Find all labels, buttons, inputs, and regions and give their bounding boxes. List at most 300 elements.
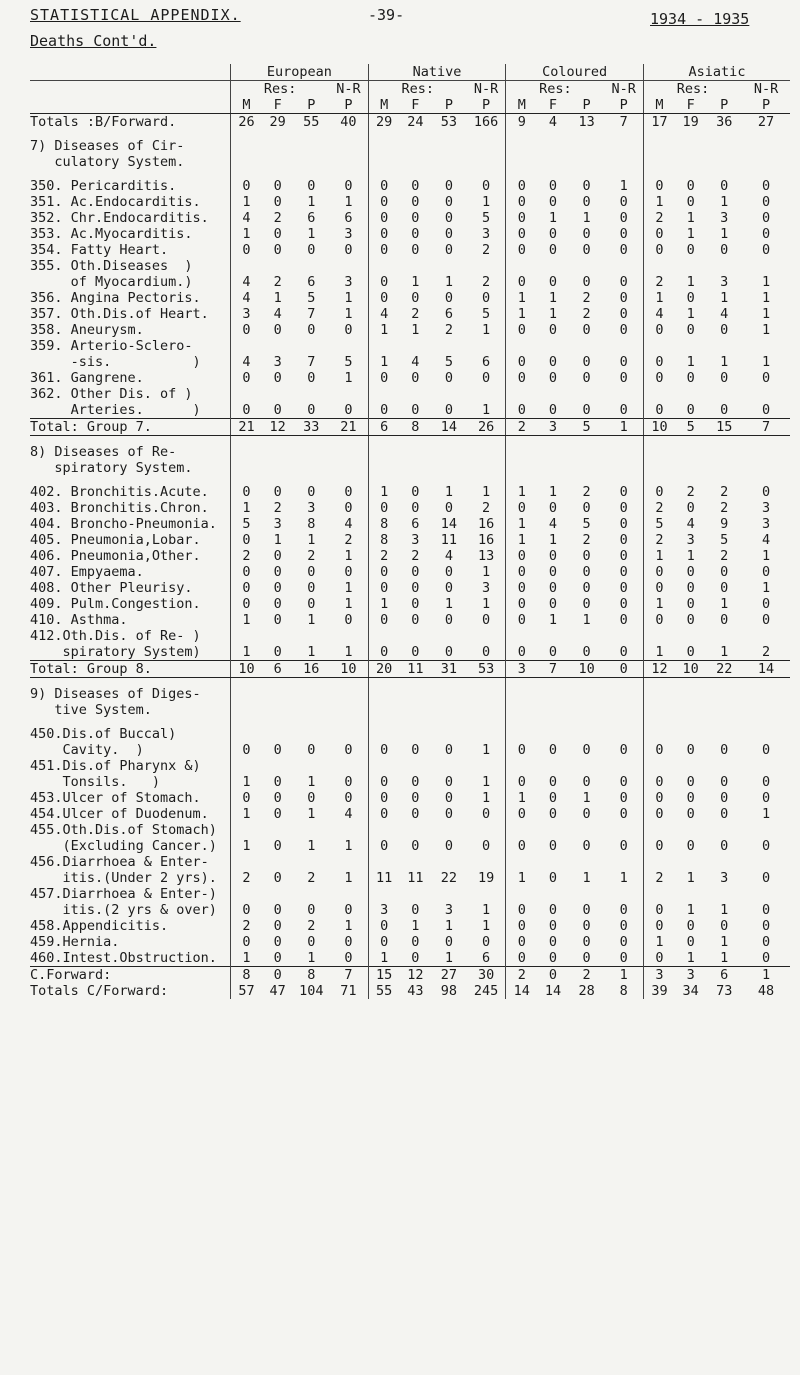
cell-value: 0 [368,242,399,258]
header-spacer [30,81,231,98]
cell-value: 0 [444,806,453,822]
cell-value: 0 [548,918,558,934]
empty-cell [400,702,431,718]
empty-cell [506,886,537,902]
cell-value: 0 [619,774,628,790]
spacer-cell [537,170,568,178]
cell-value: 0 [411,226,420,242]
cell-value: 0 [548,644,558,660]
cell-value: 1 [307,226,316,242]
cell-value: 1 [548,290,558,306]
empty-cell [506,444,537,460]
empty-cell [329,886,368,902]
cell-value: 0 [548,322,558,338]
cell-value: 0 [273,838,282,854]
cell-value: 0 [548,806,558,822]
cell-value: 0 [444,290,453,306]
row-label: 354. Fatty Heart. [30,242,169,258]
cell-value: 0 [604,661,643,678]
cell-value: 0 [506,402,537,419]
cell-value: 0 [273,596,282,612]
spacer-cell [706,476,742,484]
page-number: -39- [368,6,405,24]
empty-cell [431,822,467,838]
cell-value: 0 [231,934,262,950]
cell-value: 8 [619,983,628,999]
row-label: 350. Pericarditis. [30,178,177,194]
cell-value: 1 [482,402,491,418]
cell-value: 0 [273,918,282,934]
empty-cell [506,854,537,870]
empty-cell [675,702,706,718]
empty-cell [506,758,537,774]
spacer-cell [262,436,293,445]
cell-value: 0 [231,580,262,596]
empty-cell [644,702,675,718]
carried-forward-row [30,983,790,999]
spacer-cell [644,476,675,484]
spacer-row [30,130,790,138]
empty-cell [329,444,368,460]
cell-value: 6 [411,516,420,532]
empty-cell [231,444,262,460]
cell-value: 2 [231,548,262,564]
cell-value: 0 [761,790,771,806]
cell-value: 1 [231,612,262,628]
cell-value: 0 [644,226,675,242]
empty-cell [537,338,568,354]
table-row [30,612,790,628]
spacer-cell [262,476,293,484]
spacer-cell [400,170,431,178]
cell-value: 1 [344,596,353,612]
cell-value: 7 [307,306,316,322]
cell-value: 0 [482,934,491,950]
cell-value: 11 [368,870,399,886]
empty-cell [431,460,467,476]
cell-value: 0 [619,612,628,628]
spacer-cell [231,678,262,687]
cell-value: 0 [686,790,695,806]
empty-cell [675,758,706,774]
cell-value: 1 [482,790,491,806]
cell-value: 0 [506,178,537,194]
cell-value: 1 [411,274,420,290]
empty-cell [293,386,329,402]
cell-value: 6 [262,661,293,678]
empty-cell [537,258,568,274]
empty-cell [506,258,537,274]
cell-value: 1 [307,950,316,966]
cell-value: 0 [761,950,771,966]
empty-cell [675,154,706,170]
section-label-row [30,138,790,154]
cell-value: 1 [344,548,353,564]
empty-cell [231,138,262,154]
cell-value: 0 [761,742,771,758]
empty-cell [644,726,675,742]
cell-value: 2 [686,484,695,500]
empty-cell [742,338,790,354]
cell-value: 0 [307,790,316,806]
cell-value: 11 [407,870,424,886]
cell-value: 4 [344,806,353,822]
cell-value: 0 [686,564,695,580]
cell-value: 6 [444,306,453,322]
group-header: European [231,64,369,81]
appendix-title: STATISTICAL APPENDIX. [30,6,241,24]
cell-value: 5 [582,516,591,532]
empty-cell [431,886,467,902]
cell-value: 11 [440,532,458,548]
group-header: Native [368,64,506,81]
spacer-cell [431,130,467,138]
cell-value: 13 [477,548,495,564]
table-row [30,564,790,580]
row-label: 459.Hernia. [30,934,120,950]
spacer-cell [675,436,706,445]
cell-value: 0 [444,644,453,660]
cell-value: 0 [548,564,558,580]
cell-value: 0 [482,838,491,854]
row-label: 362. Other Dis. of ) [30,386,193,402]
table-row [30,950,790,967]
cell-value: 1 [548,532,558,548]
cell-value: 19 [477,870,495,886]
cell-value: 4 [273,306,282,322]
cell-value: 5 [344,354,353,370]
cell-value: 28 [578,983,595,999]
table-row [30,194,790,210]
empty-cell [293,338,329,354]
residence-header: N-R [473,81,499,97]
cell-value: 0 [686,596,695,612]
empty-cell [742,886,790,902]
cell-value: 1 [273,290,282,306]
row-label: 454.Ulcer of Duodenum. [30,806,209,822]
cell-value: 6 [307,274,316,290]
cell-value: 0 [344,950,353,966]
cell-value: 0 [307,322,316,338]
cell-value: 0 [273,226,282,242]
cell-value: 0 [444,178,453,194]
empty-cell [506,460,537,476]
row-label: itis.(Under 2 yrs). [30,870,217,886]
cell-value: 0 [273,580,282,596]
cell-value: 1 [444,950,453,966]
cell-value: 2 [644,210,675,226]
empty-cell [368,628,399,644]
cell-value: 1 [231,500,262,516]
empty-cell [329,258,368,274]
cell-value: 0 [619,516,628,532]
cell-value: 0 [686,580,695,596]
spacer-cell [30,678,231,687]
cell-value: 0 [273,370,282,386]
spacer-cell [604,476,643,484]
cell-value: 1 [644,194,675,210]
empty-cell [368,338,399,354]
spacer-cell [329,130,368,138]
cell-value: 0 [307,596,316,612]
row-label: 453.Ulcer of Stomach. [30,790,201,806]
section-label-row [30,258,790,274]
column-header: P [467,97,506,114]
cell-value: 0 [482,612,491,628]
cell-value: 0 [720,178,729,194]
empty-cell [644,460,675,476]
cell-value: 0 [644,370,675,386]
cell-value: 1 [720,226,729,242]
spacer-cell [262,130,293,138]
cell-value: 1 [368,322,399,338]
cell-value: 0 [761,370,771,386]
cell-value: 26 [231,114,262,131]
cell-value: 0 [537,967,568,984]
row-label: 409. Pulm.Congestion. [30,596,201,612]
empty-cell [604,686,643,702]
row-label: 450.Dis.of Buccal) [30,726,177,742]
cell-value: 7 [307,354,316,370]
cell-value: 0 [761,774,771,790]
empty-cell [742,758,790,774]
cell-value: 1 [644,934,675,950]
spacer-cell [604,436,643,445]
cell-value: 0 [273,178,282,194]
empty-cell [262,444,293,460]
empty-cell [675,854,706,870]
empty-cell [467,460,506,476]
table-row [30,838,790,854]
cell-value: 73 [716,983,733,999]
cell-value: 0 [720,370,729,386]
cell-value: 27 [757,114,775,130]
cell-value: 0 [644,484,675,500]
row-label: culatory System. [30,154,185,170]
empty-cell [569,854,605,870]
cell-value: 0 [619,322,628,338]
empty-cell [262,628,293,644]
cell-value: 0 [411,290,420,306]
empty-cell [537,686,568,702]
row-label: C.Forward: [30,967,231,984]
spacer-cell [644,678,675,687]
cell-value: 0 [344,934,353,950]
cell-value: 0 [686,806,695,822]
table-row [30,210,790,226]
cell-value: 10 [569,661,605,678]
empty-cell [742,702,790,718]
cell-value: 0 [686,918,695,934]
cell-value: 0 [506,370,537,386]
cell-value: 0 [686,178,695,194]
cell-value: 4 [231,354,262,370]
empty-cell [537,386,568,402]
spacer-cell [400,436,431,445]
spacer-cell [537,130,568,138]
cell-value: 0 [273,902,282,918]
spacer-cell [400,130,431,138]
section-label-row [30,886,790,902]
table-row [30,402,790,419]
cell-value: 1 [368,950,399,967]
empty-cell [368,386,399,402]
residence-header: Res: [506,81,605,98]
cell-value: 0 [761,934,771,950]
cell-value: 0 [619,532,628,548]
empty-cell [231,886,262,902]
cell-value: 0 [368,210,399,226]
cell-value: 1 [720,354,729,370]
cell-value: 0 [761,596,771,612]
cell-value: 0 [444,934,453,950]
cell-value: 0 [720,774,729,790]
row-label: 9) Diseases of Diges- [30,686,201,702]
cell-value: 245 [473,983,499,999]
cell-value: 0 [619,210,628,226]
cell-value: 1 [686,902,695,918]
cell-value: 29 [368,114,399,131]
cell-value: 14 [506,983,537,999]
empty-cell [467,138,506,154]
cell-value: 3 [761,500,771,516]
cell-value: 1 [761,354,771,370]
cell-value: 2 [368,548,399,564]
cell-value: 16 [477,516,495,532]
spacer-cell [569,718,605,726]
cell-value: 2 [644,500,675,516]
cell-value: 0 [761,484,771,500]
cell-value: 0 [506,500,537,516]
cell-value: 1 [307,612,316,628]
cell-value: 0 [344,242,353,258]
cell-value: 0 [482,806,491,822]
cell-value: 98 [440,983,458,999]
empty-cell [400,258,431,274]
cell-value: 2 [411,548,420,564]
empty-cell [569,702,605,718]
cell-value: 0 [761,564,771,580]
empty-cell [537,154,568,170]
table-row [30,532,790,548]
empty-cell [400,758,431,774]
cell-value: 4 [368,306,399,322]
empty-cell [742,258,790,274]
cell-value: 0 [411,564,420,580]
row-label: 355. Oth.Diseases ) [30,258,193,274]
empty-cell [742,822,790,838]
cell-value: 7 [537,661,568,678]
cell-value: 71 [340,983,357,999]
empty-cell [368,686,399,702]
empty-cell [431,138,467,154]
empty-cell [368,258,399,274]
empty-cell [293,686,329,702]
empty-cell [506,726,537,742]
cell-value: 0 [582,500,591,516]
residence-header: N-R [611,81,636,97]
empty-cell [537,854,568,870]
cell-value: 0 [273,934,282,950]
spacer-cell [262,718,293,726]
section-subtitle: Deaths Cont'd. [30,32,157,50]
cell-value: 1 [411,918,420,934]
cell-value: 0 [548,194,558,210]
cell-value: 0 [619,306,628,322]
spacer-cell [506,130,537,138]
empty-cell [400,338,431,354]
cell-value: 6 [706,967,742,984]
cell-value: 1 [644,596,675,612]
cell-value: 0 [582,194,591,210]
spacer-cell [604,678,643,687]
cell-value: 4 [644,306,675,322]
cell-value: 4 [411,354,420,370]
spacer-cell [368,436,399,445]
cell-value: 0 [444,210,453,226]
empty-cell [604,758,643,774]
cell-value: 1 [582,790,591,806]
cell-value: 2 [644,870,675,886]
empty-cell [293,758,329,774]
empty-cell [537,886,568,902]
cell-value: 1 [344,194,353,210]
cell-value: 57 [231,983,262,999]
cell-value: 0 [411,790,420,806]
column-header: M [368,97,399,114]
empty-cell [506,338,537,354]
spacer-cell [431,476,467,484]
cell-value: 0 [231,178,262,194]
cell-value: 0 [686,322,695,338]
cell-value: 0 [582,322,591,338]
table-row [30,870,790,886]
cell-value: 4 [548,516,558,532]
empty-cell [329,386,368,402]
empty-cell [400,460,431,476]
cell-value: 21 [231,419,262,436]
cell-value: 0 [368,178,399,194]
cell-value: 1 [742,967,790,984]
empty-cell [329,628,368,644]
cell-value: 3 [307,500,316,516]
cell-value: 0 [411,178,420,194]
spacer-cell [30,718,231,726]
cell-value: 4 [231,290,262,306]
cell-value: 0 [506,774,537,790]
empty-cell [400,628,431,644]
cell-value: 0 [548,774,558,790]
cell-value: 0 [444,612,453,628]
cell-value: 0 [411,242,420,258]
cell-value: 1 [761,580,771,596]
cell-value: 1 [344,918,353,934]
cell-value: 0 [231,370,262,386]
cell-value: 2 [720,548,729,564]
empty-cell [644,338,675,354]
empty-cell [293,702,329,718]
cell-value: 2 [273,500,282,516]
cell-value: 0 [582,644,591,660]
cell-value: 0 [644,950,675,967]
cell-value: 0 [761,402,771,418]
row-label: 404. Broncho-Pneumonia. [30,516,217,532]
empty-cell [644,138,675,154]
cell-value: 0 [506,210,537,226]
cell-value: 0 [506,596,537,612]
empty-cell [262,822,293,838]
empty-cell [675,460,706,476]
